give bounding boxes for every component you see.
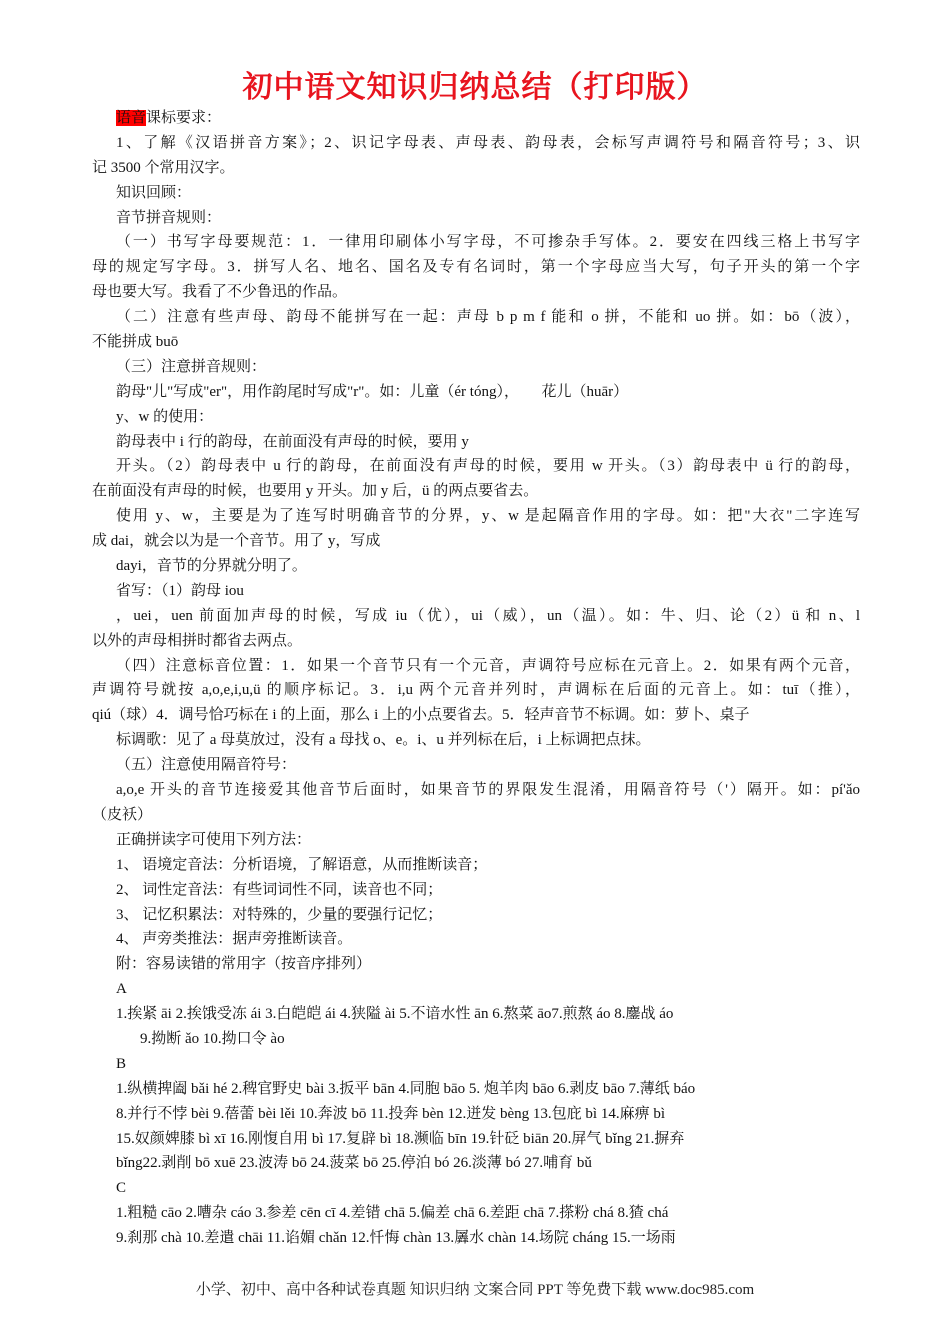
document-title: 初中语文知识归纳总结（打印版） xyxy=(242,71,708,104)
word-list-line: 15.奴颜婢膝 bì xī 16.刚愎自用 bì 17.复辟 bì 18.濒临 bīn 19.针砭 biān 20.屏气 bǐng 21.摒弃 xyxy=(116,1130,685,1147)
text-line: 记 3500 个常用汉字。 xyxy=(92,159,235,176)
list-item: 1、 语境定音法：分析语境，了解语意，从而推断读音； xyxy=(116,856,488,873)
text-line: 正确拼读字可使用下列方法： xyxy=(116,831,312,848)
text-line: 在前面没有声母的时候，也要用 y 开头。加 y 后，ü 的两点要省去。 xyxy=(92,483,539,500)
text-line: 母也要大写。我看了不少鲁迅的作品。 xyxy=(92,284,348,301)
text-line: 标调歌：见了 a 母莫放过，没有 a 母找 o、e。i、u 并列标在后，i 上标调把点抹。 xyxy=(116,732,651,749)
word-list-line: 9.拗断 ǎo 10.拗口令 ào xyxy=(140,1030,285,1047)
text-line: 不能拼成 buō xyxy=(92,334,179,351)
text-line: dayi，音节的分界就分明了。 xyxy=(116,558,307,575)
letter-heading-a: A xyxy=(116,981,127,998)
text-line: 开头。（2）韵母表中 u 行的韵母，在前面没有声母的时候，要用 w 开头。（3）韵母表中 ü 行的韵母， xyxy=(116,458,860,475)
text-line: y、w 的使用： xyxy=(116,408,214,425)
text-line: （一）书写字母要规范：1．一律用印刷体小写字母，不可掺杂手写体。2．要安在四线三格上书写字 xyxy=(116,234,860,251)
list-item: 4、 声旁类推法：据声旁推断读音。 xyxy=(116,931,353,948)
word-list-line: bǐng22.剥削 bō xuē 23.波涛 bō 24.菠菜 bō 25.停泊 bó 26.淡薄 bó 27.哺育 bǔ xyxy=(116,1155,592,1172)
appendix-heading: 附：容易读错的常用字（按音序排列） xyxy=(116,956,372,973)
text-line: 1、了解《汉语拼音方案》；2、识记字母表、声母表、韵母表，会标写声调符号和隔音符号；3、识 xyxy=(116,134,860,151)
word-list-line: 1.粗糙 cāo 2.嘈杂 cáo 3.参差 cēn cī 4.差错 chā 5.偏差 chā 6.差距 chā 7.搽粉 chá 8.猹 chá xyxy=(116,1205,669,1222)
text-line: （二）注意有些声母、韵母不能拼写在一起：声母 b p m f 能和 o 拼，不能和 uo 拼。如：bō（波）， xyxy=(116,309,860,326)
text-line: 知识回顾： xyxy=(116,184,192,201)
text-line: 韵母"儿"写成"er"，用作韵尾时写成"r"。如：儿童（ér tóng）， 花儿（huār） xyxy=(116,383,629,400)
text-line: 母的规定写字母。3．拼写人名、地名、国名及专有名词时，第一个字母应当大写，句子开头的第一个字 xyxy=(92,259,860,276)
letter-heading-b: B xyxy=(116,1055,127,1072)
text-line: （皮袄） xyxy=(92,806,153,823)
word-list-line: 9.刹那 chà 10.差遣 chāi 11.谄媚 chǎn 12.忏悔 chàn 13.羼水 chàn 14.场院 cháng 15.一场雨 xyxy=(116,1230,676,1247)
text-span: 课标要求： xyxy=(146,110,222,126)
text-line: （三）注意拼音规则： xyxy=(116,358,267,375)
text-line: 成 dai，就会以为是一个音节。用了 y，写成 xyxy=(92,533,381,550)
text-line: 使用 y、w，主要是为了连写时明确音节的分界，y、w 是起隔音作用的字母。如：把"大衣"二字连写 xyxy=(116,508,860,525)
text-line: 音节拼音规则： xyxy=(116,209,222,226)
text-line: 省写：（1）韵母 iou xyxy=(116,582,244,599)
word-list-line: 1.纵横捭阖 bǎi hé 2.稗官野史 bài 3.扳平 bān 4.同胞 bāo 5. 炮羊肉 bāo 6.剥皮 bāo 7.薄纸 báo xyxy=(116,1080,696,1097)
word-list-line: 8.并行不悖 bèi 9.蓓蕾 bèi lěi 10.奔波 bō 11.投奔 bèn 12.迸发 bèng 13.包庇 bì 14.麻痹 bì xyxy=(116,1105,665,1122)
text-line: 以外的声母相拼时都省去两点。 xyxy=(92,632,303,649)
list-item: 2、 词性定音法：有些词词性不同，读音也不同； xyxy=(116,881,443,898)
document-body xyxy=(92,106,860,1251)
text-line xyxy=(92,106,860,131)
text-line: （四）注意标音位置：1．如果一个音节只有一个元音，声调符号应标在元音上。2．如果有两个元音， xyxy=(116,657,860,674)
text-line: qiú（球）4．调号恰巧标在 i 的上面，那么 i 上的小点要省去。5．轻声音节不标调。如：萝卜、桌子 xyxy=(92,707,750,724)
list-item: 3、 记忆积累法：对特殊的，少量的要强行记忆； xyxy=(116,906,443,923)
text-line: 声调符号就按 a,o,e,i,u,ü 的顺序标记。3．i,u 两个元音并列时，声调标在后面的元音上。如：tuī（推）， xyxy=(92,682,860,699)
word-list-line: 1.挨紧 āi 2.挨饿受冻 ái 3.白皑皑 ái 4.狭隘 ài 5.不谙水性 ān 6.熬菜 āo7.煎熬 áo 8.鏖战 áo xyxy=(116,1006,674,1023)
text-line: （五）注意使用隔音符号： xyxy=(116,757,297,774)
text-line: ，uei，uen 前面加声母的时候，写成 iu（优），ui（威），un（温）。如：牛、归、论（2）ü 和 n、l xyxy=(116,607,860,624)
highlighted-label: 语音 xyxy=(116,110,147,126)
text-line: a,o,e 开头的音节连接爱其他音节后面时，如果音节的界限发生混淆，用隔音符号（'）隔开。如：pí'ǎo xyxy=(116,782,860,799)
text-line: 韵母表中 i 行的韵母，在前面没有声母的时候，要用 y xyxy=(116,433,469,450)
letter-heading-c: C xyxy=(116,1180,127,1197)
page-footer: 小学、初中、高中各种试卷真题 知识归纳 文案合同 PPT 等免费下载 www.doc985.com xyxy=(195,1282,755,1298)
